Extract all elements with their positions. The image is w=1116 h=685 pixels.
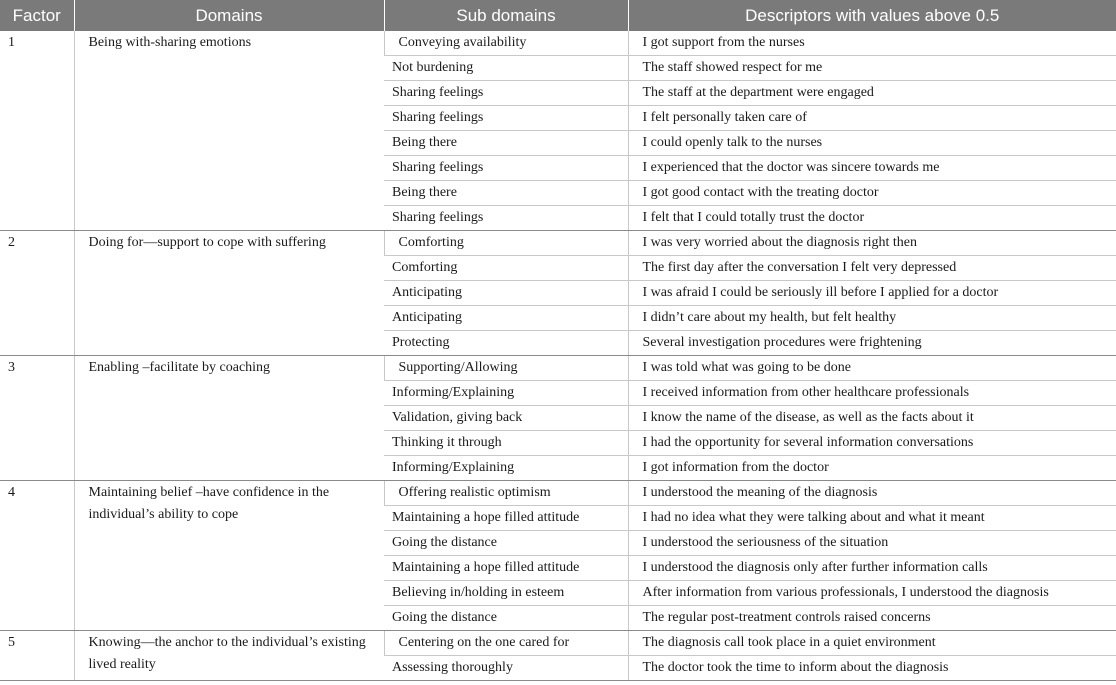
table-row [0, 231, 1116, 256]
header-domains: Domains [74, 0, 384, 31]
sub-domain-cell: Supporting/Allowing [384, 356, 628, 381]
sub-domain-cell: Going the distance [384, 531, 628, 556]
descriptor-cell: The doctor took the time to inform about the diagnosis [628, 656, 1116, 681]
factor-cell: 1 [0, 31, 74, 231]
descriptor-cell: I felt personally taken care of [628, 106, 1116, 131]
factor-cell: 4 [0, 481, 74, 631]
sub-domain-cell: Being there [384, 131, 628, 156]
descriptor-cell: I was told what was going to be done [628, 356, 1116, 381]
sub-domain-cell: Anticipating [384, 306, 628, 331]
sub-domain-cell: Sharing feelings [384, 81, 628, 106]
descriptor-cell: I experienced that the doctor was sincere towards me [628, 156, 1116, 181]
sub-domain-cell: Maintaining a hope filled attitude [384, 506, 628, 531]
sub-domain-cell: Comforting [384, 256, 628, 281]
descriptor-cell: I was afraid I could be seriously ill before I applied for a doctor [628, 281, 1116, 306]
descriptor-cell: The regular post-treatment controls raised concerns [628, 606, 1116, 631]
table-body [0, 31, 1116, 681]
sub-domain-cell: Thinking it through [384, 431, 628, 456]
descriptor-cell: I got information from the doctor [628, 456, 1116, 481]
descriptor-cell: Several investigation procedures were frightening [628, 331, 1116, 356]
header-factor: Factor [0, 0, 74, 31]
sub-domain-cell: Protecting [384, 331, 628, 356]
sub-domain-cell: Validation, giving back [384, 406, 628, 431]
descriptor-cell: I got good contact with the treating doctor [628, 181, 1116, 206]
descriptor-cell: I was very worried about the diagnosis right then [628, 231, 1116, 256]
descriptor-cell: I got support from the nurses [628, 31, 1116, 56]
sub-domain-cell: Offering realistic optimism [384, 481, 628, 506]
sub-domain-cell: Assessing thoroughly [384, 656, 628, 681]
descriptor-cell: The staff showed respect for me [628, 56, 1116, 81]
domain-cell: Being with-sharing emotions [74, 31, 384, 231]
domain-cell: Enabling –facilitate by coaching [74, 356, 384, 481]
descriptor-cell: I felt that I could totally trust the doctor [628, 206, 1116, 231]
sub-domain-cell: Sharing feelings [384, 206, 628, 231]
sub-domain-cell: Being there [384, 181, 628, 206]
descriptor-cell: I understood the diagnosis only after further information calls [628, 556, 1116, 581]
descriptor-cell: The first day after the conversation I felt very depressed [628, 256, 1116, 281]
domain-cell: Maintaining belief –have confidence in the individual’s ability to cope [74, 481, 384, 631]
descriptor-cell: The staff at the department were engaged [628, 81, 1116, 106]
descriptor-cell: I had the opportunity for several information conversations [628, 431, 1116, 456]
table-row [0, 481, 1116, 506]
sub-domain-cell: Informing/Explaining [384, 456, 628, 481]
descriptor-cell: I had no idea what they were talking about and what it meant [628, 506, 1116, 531]
descriptor-cell: After information from various professionals, I understood the diagnosis [628, 581, 1116, 606]
sub-domain-cell: Informing/Explaining [384, 381, 628, 406]
descriptor-cell: I didn’t care about my health, but felt healthy [628, 306, 1116, 331]
descriptor-cell: I know the name of the disease, as well as the facts about it [628, 406, 1116, 431]
sub-domain-cell: Going the distance [384, 606, 628, 631]
descriptor-cell: I understood the seriousness of the situation [628, 531, 1116, 556]
table-row [0, 631, 1116, 656]
sub-domain-cell: Anticipating [384, 281, 628, 306]
factor-cell: 5 [0, 631, 74, 681]
sub-domain-cell: Conveying availability [384, 31, 628, 56]
descriptor-cell: I received information from other healthcare professionals [628, 381, 1116, 406]
header-row [0, 0, 1116, 31]
sub-domain-cell: Sharing feelings [384, 156, 628, 181]
sub-domain-cell: Sharing feelings [384, 106, 628, 131]
header-descriptors: Descriptors with values above 0.5 [628, 0, 1116, 31]
descriptor-cell: I understood the meaning of the diagnosis [628, 481, 1116, 506]
factor-cell: 3 [0, 356, 74, 481]
descriptor-cell: The diagnosis call took place in a quiet environment [628, 631, 1116, 656]
header-sub-domains: Sub domains [384, 0, 628, 31]
sub-domain-cell: Maintaining a hope filled attitude [384, 556, 628, 581]
table-row [0, 31, 1116, 56]
sub-domain-cell: Believing in/holding in esteem [384, 581, 628, 606]
table-header [0, 0, 1116, 31]
sub-domain-cell: Not burdening [384, 56, 628, 81]
domain-cell: Doing for—support to cope with suffering [74, 231, 384, 356]
descriptor-cell: I could openly talk to the nurses [628, 131, 1116, 156]
factor-cell: 2 [0, 231, 74, 356]
table-row [0, 356, 1116, 381]
sub-domain-cell: Centering on the one cared for [384, 631, 628, 656]
sub-domain-cell: Comforting [384, 231, 628, 256]
domain-cell: Knowing—the anchor to the individual’s existing lived reality [74, 631, 384, 681]
